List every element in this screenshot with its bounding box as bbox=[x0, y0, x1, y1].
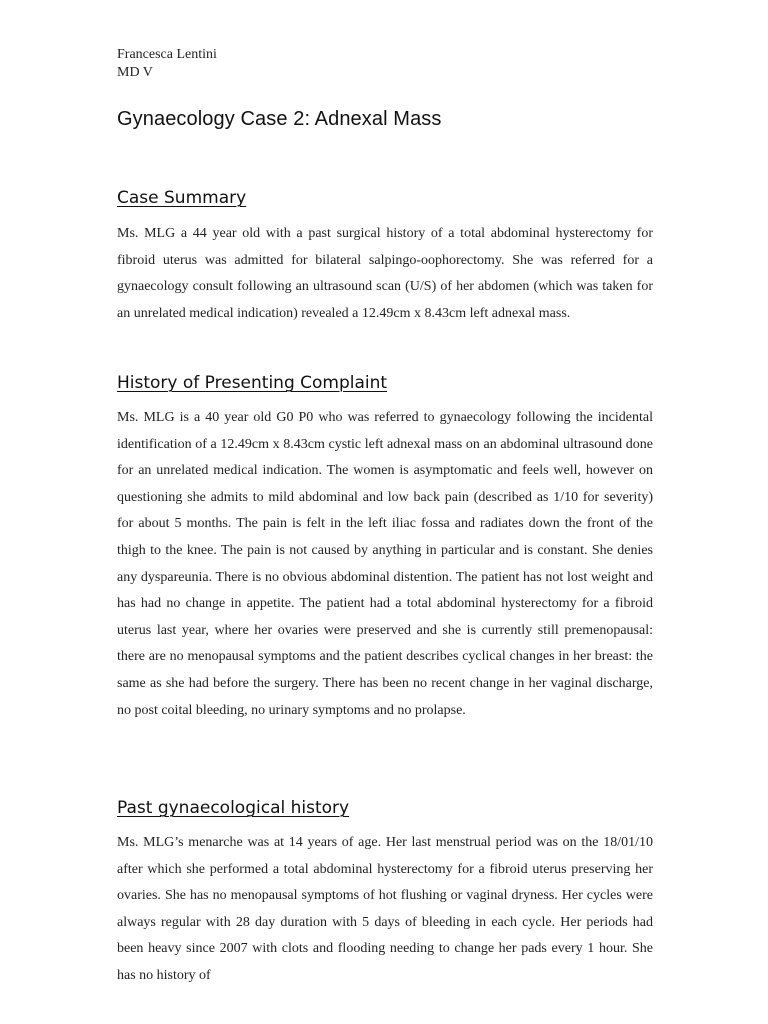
case-summary-text: Ms. MLG a 44 year old with a past surgical history of a total abdominal hysterectomy for fibroid uterus was admitted for bilateral salpingo-oophorectomy. She was referred for a gynaecology consult following an ultrasound scan (U/S) of her abdomen (which was taken for an unrelated medical indication) revealed a 12.49cm x 8.43cm left adnexal mass. bbox=[117, 226, 653, 321]
past-gynaecological-history-text: Ms. MLG’s menarche was at 14 years of age. Her last menstrual period was on the 18/01/10 after which she performed a total abdominal hysterectomy for a fibroid uterus preserving her ovaries. She has no menopausal symptoms of hot flushing or vaginal dryness. Her cycles were always regular with 28 day duration with 5 days of bleeding in each cycle. Her periods had been heavy since 2007 with clots and flooding needing to change her pads every 1 hour. She has no history of bbox=[117, 835, 653, 983]
document-title: Gynaecology Case 2: Adnexal Mass bbox=[117, 108, 442, 130]
history-presenting-complaint-text: Ms. MLG is a 40 year old G0 P0 who was referred to gynaecology following the incidental identification of a 12.49cm x 8.43cm cystic left adnexal mass on an abdominal ultrasound done for an unrelated medical indication. The women is asymptomatic and feels well, however on questioning she admits to mild abdominal and low back pain (described as 1/10 for severity) for about 5 months. The pain is felt in the left iliac fossa and radiates down the front of the thigh to the knee. The pain is not caused by anything in particular and is constant. She denies any dyspareunia. There is no obvious abdominal distention. The patient has not lost weight and has had no change in appetite. The patient had a total abdominal hysterectomy for a fibroid uterus last year, where her ovaries were preserved and she is currently still premenopausal: there are no menopausal symptoms and the patient describes cyclical changes in her breast: the same as she had before the surgery. There has been no recent change in her vaginal discharge, no post coital bleeding, no urinary symptoms and no prolapse. bbox=[117, 410, 653, 718]
past-gynaecological-history-heading: Past gynaecological history bbox=[117, 798, 350, 818]
author-degree: MD V bbox=[117, 65, 153, 80]
history-presenting-complaint-heading: History of Presenting Complaint bbox=[117, 373, 388, 393]
case-summary-heading: Case Summary bbox=[117, 188, 247, 208]
author-name: Francesca Lentini bbox=[117, 47, 217, 62]
author-block bbox=[117, 46, 217, 82]
